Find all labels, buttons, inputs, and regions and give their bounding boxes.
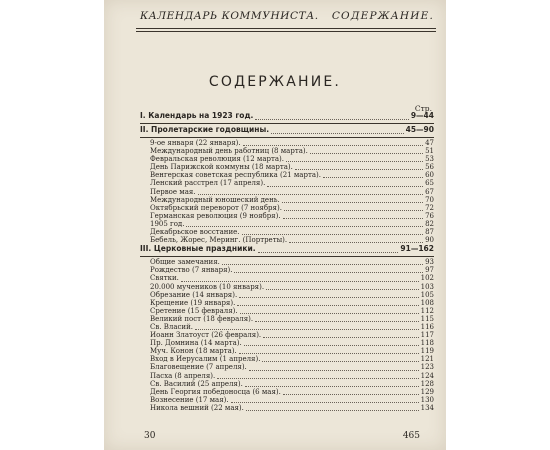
toc-section-title: II. Пролетарские годовщины. (140, 125, 270, 134)
leader-dots (239, 296, 418, 298)
toc-entry-page: 53 (425, 155, 434, 164)
toc-entry-page: 130 (420, 395, 434, 404)
toc-entry-page: 103 (420, 282, 434, 291)
toc-entry-page: 76 (425, 211, 434, 220)
toc-entry (140, 267, 434, 275)
page-number-right: 465 (402, 431, 420, 441)
leader-dots (267, 185, 423, 187)
toc-entry-title: Первое мая. (150, 187, 196, 196)
leader-dots (323, 176, 423, 178)
leader-dots (295, 168, 423, 170)
toc-entry-page: 65 (425, 179, 434, 188)
toc-entry-title: Вознесение (17 мая). (150, 395, 229, 404)
toc-entry-page: 56 (425, 163, 434, 172)
toc-entry-page: 105 (420, 290, 434, 299)
leader-dots (246, 409, 419, 411)
toc-entry-title: Пасха (8 апреля). (150, 371, 216, 380)
toc-entry-title: 20.000 мучеников (10 января). (150, 282, 265, 291)
toc-entry-page: 121 (420, 355, 434, 364)
toc-entry-page: 93 (425, 258, 434, 267)
table-of-contents (140, 112, 434, 413)
toc-entry-page: 128 (420, 379, 434, 388)
section-underline (140, 123, 434, 124)
leader-dots (255, 118, 408, 120)
leader-dots (284, 209, 423, 211)
toc-entry-title: Муч. Конон (18 марта). (150, 347, 237, 356)
toc-section-pages: 91—162 (400, 244, 434, 254)
leader-dots (181, 280, 419, 282)
toc-entry-page: 119 (420, 347, 434, 356)
leader-dots (282, 201, 423, 203)
leader-dots (234, 271, 423, 273)
toc-entry-title: Германская революция (9 ноября). (150, 211, 281, 220)
leader-dots (239, 352, 419, 354)
leader-dots (249, 369, 419, 371)
leader-dots (271, 132, 404, 134)
toc-entry-title: Октябрьский переворот (7 ноября). (150, 203, 282, 212)
toc-entry-page: 102 (420, 274, 434, 283)
toc-entry-page: 112 (420, 306, 434, 315)
toc-entry-title: День Парижской коммуны (18 марта). (150, 163, 293, 172)
leader-dots (242, 233, 424, 235)
toc-entry-title: 1905 год. (150, 219, 185, 228)
toc-entry-page: 124 (420, 371, 434, 380)
toc-entry-title: Вход в Иерусалим (1 апреля). (150, 355, 261, 364)
toc-entry-title: Декабрьское восстание. (150, 228, 240, 237)
leader-dots (244, 344, 419, 346)
running-header-left: КАЛЕНДАРЬ КОММУНИСТА. (140, 10, 319, 22)
toc-entry-title: 9-ое января (22 января). (150, 139, 241, 147)
leader-dots (289, 241, 423, 243)
toc-entry-title: Святки. (150, 274, 179, 283)
toc-entry (140, 213, 434, 221)
leader-dots (231, 401, 419, 403)
toc-entry (140, 405, 434, 413)
leader-dots (258, 251, 399, 253)
toc-entry-page: 87 (425, 228, 434, 237)
leader-dots (222, 263, 423, 265)
leader-dots (262, 360, 418, 362)
toc-entry-title: Общие замечания. (150, 258, 220, 267)
running-header-right: СОДЕРЖАНИЕ. (331, 10, 434, 22)
leader-dots (310, 152, 423, 154)
toc-entry-page: 116 (420, 322, 434, 331)
toc-entry-title: Св. Василий (25 апреля). (150, 379, 243, 388)
leader-dots (198, 193, 424, 195)
page-title: СОДЕРЖАНИЕ. (208, 74, 342, 90)
toc-entry-title: Св. Власий. (150, 322, 193, 331)
toc-entry-page: 67 (425, 187, 434, 196)
toc-entry-page: 129 (420, 387, 434, 396)
leader-dots (283, 217, 424, 219)
leader-dots (283, 393, 419, 395)
page-number-left: 30 (144, 431, 156, 441)
toc-section (140, 112, 434, 122)
running-header (104, 6, 446, 26)
header-rule (136, 28, 436, 29)
toc-entry-page: 51 (425, 147, 434, 156)
header-rule-second (136, 31, 436, 32)
leader-dots (286, 160, 423, 162)
toc-entry-title: Великий пост (18 февраля). (150, 314, 254, 323)
toc-entry-title: Крещение (19 января). (150, 298, 236, 307)
toc-entry-title: Иоанн Златоуст (26 февраля). (150, 331, 262, 340)
toc-entry-title: Венгерская советская республика (21 марта). (150, 171, 321, 180)
leader-dots (186, 225, 423, 227)
toc-entry-title: Февральская революция (12 марта). (150, 155, 285, 164)
leader-dots (243, 144, 423, 146)
section-underline (140, 137, 434, 138)
toc-entry-page: 115 (420, 314, 434, 323)
toc-entry-page: 108 (420, 298, 434, 307)
toc-entry-page: 123 (420, 363, 434, 372)
toc-entry-title: Обрезание (14 января). (150, 290, 238, 299)
leader-dots (266, 288, 419, 290)
toc-entry-title: Сретение (15 февраля). (150, 306, 238, 315)
toc-entry-title: Никола вешний (22 мая). (150, 403, 244, 412)
toc-entry-page: 72 (425, 203, 434, 212)
toc-entry-page: 118 (420, 339, 434, 348)
toc-entry-title: Рождество (7 января). (150, 266, 233, 275)
toc-section (140, 126, 434, 136)
toc-entry-page: 97 (425, 266, 434, 275)
toc-section (140, 245, 434, 255)
toc-section-pages: 9—44 (410, 111, 434, 120)
book-page (104, 0, 446, 450)
toc-entry-title: Бебель, Жорес, Меринг. (Портреты). (150, 236, 288, 245)
toc-entry-title: Международный юношеский день. (150, 195, 280, 204)
leader-dots (255, 320, 418, 322)
toc-section-pages: 45—90 (405, 125, 434, 134)
leader-dots (245, 385, 419, 387)
toc-entry-page: 70 (425, 195, 434, 204)
toc-entry-title: Пр. Домнина (14 марта). (150, 339, 242, 348)
toc-section-title: III. Церковные праздники. (140, 244, 256, 254)
leader-dots (217, 377, 418, 379)
toc-entry-page: 47 (425, 139, 434, 147)
toc-entry-page: 117 (420, 331, 434, 340)
toc-section-title: I. Календарь на 1923 год. (140, 111, 254, 120)
toc-entry-page: 60 (425, 171, 434, 180)
leader-dots (263, 336, 418, 338)
toc-entry-page: 134 (420, 403, 434, 412)
toc-entry-page: 82 (425, 219, 434, 228)
toc-entry-page: 90 (425, 236, 434, 245)
leader-dots (237, 304, 418, 306)
toc-entry-title: Ленский расстрел (17 апреля). (150, 179, 266, 188)
leader-dots (240, 312, 419, 314)
toc-entry-title: Международный день работниц (8 марта). (150, 147, 308, 156)
toc-entry-title: Благовещение (7 апреля). (150, 363, 247, 372)
section-underline (140, 256, 434, 257)
page-column-label: Стр. (414, 104, 432, 113)
leader-dots (195, 328, 419, 330)
toc-entry-title: День Георгия победоносца (6 мая). (150, 387, 281, 396)
